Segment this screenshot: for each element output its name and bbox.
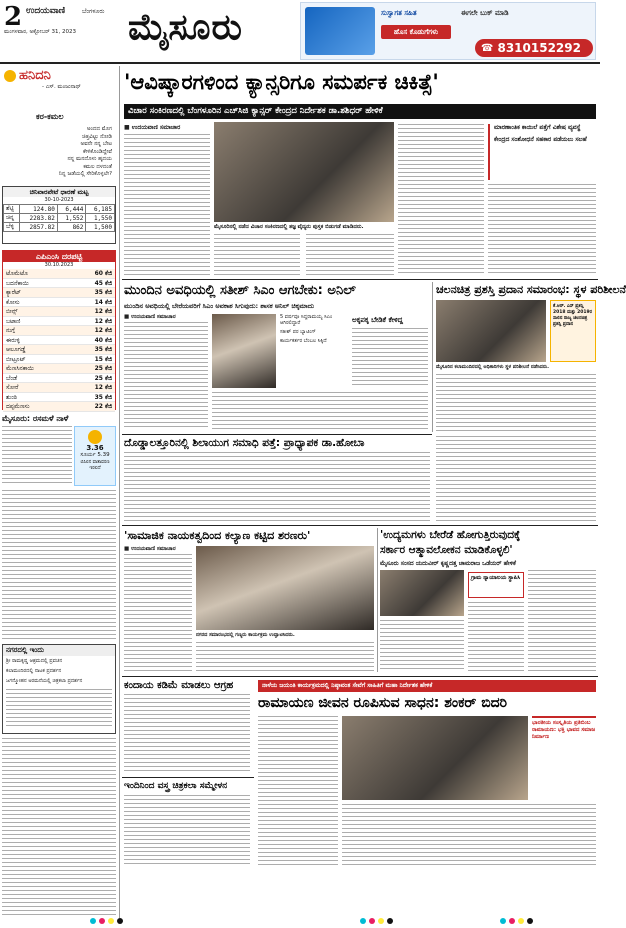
veg-name: ದಪ್ಪಮೆಣಸು <box>6 403 30 410</box>
lead-byline: ■ ಉದಯವಾಣಿ ಸಮಾಚಾರ <box>124 124 181 131</box>
divider-row4 <box>122 676 598 677</box>
veg-row <box>3 288 115 298</box>
veg-price: 45 ಕೆಜಿ <box>94 279 112 287</box>
story2-quote-title: ಅಕ್ಕಪಕ್ಕ ಬೇಡಿಕೆ ಕೇಳಿದ್ದ <box>352 316 403 324</box>
honey-lines <box>20 126 112 179</box>
honey-title: ಕರ-ಕಮಲ <box>36 112 64 121</box>
story5-photo <box>196 546 374 630</box>
honey-line: ಅಂದದ ಮೊಗ <box>86 126 112 132</box>
honey-brand <box>4 68 51 83</box>
veg-row <box>3 393 115 403</box>
market-cell: 6,444 <box>57 205 86 214</box>
weather-temp-max: 3.36 <box>86 444 104 452</box>
story2-bullet: ಕಾರ್ಯಕರ್ತರ ಬೆಂಬಲ ಸಿಕ್ಕಿದೆ <box>280 338 327 344</box>
market-row <box>4 214 115 223</box>
veg-price: 25 ಕೆಜಿ <box>94 365 112 372</box>
honey-line: ಕಮಲ ದಳದಂತೆ <box>83 163 112 170</box>
story5-body-col2 <box>196 642 374 672</box>
market-cell: 1,550 <box>86 214 115 223</box>
weather-temp-min: ಸೂರ್ಯ 5.39 <box>80 452 110 458</box>
lead-subhead: ವಿಚಾರ ಸಂಕಿರಣದಲ್ಲಿ ಬೆಂಗಳೂರಿನ ಎಚ್‌ಸಿಜಿ ಕ್ಯಾನ್ಸರ್ ಕೇಂದ್ರದ ನಿರ್ದೇಶಕ ಡಾ.ಶಶಿಧರ್ ಹೇಳಿಕೆ <box>124 104 596 119</box>
story2-bullet: ಸತೀಶ್ ಪರ ಬ್ಯಾಟಿಂಗ್ <box>280 329 316 335</box>
date-line: ಮಂಗಳವಾರ, ಅಕ್ಟೋಬರ್ 31, 2023 <box>4 29 76 35</box>
honey-line: ನನ್ನ ಮನದೊಳು ಹೃದಯ <box>67 156 112 162</box>
veg-price: 12 ಕೆಜಿ <box>94 384 112 391</box>
honey-line: ಅವನೇ ನನ್ನ ಬೇಟ <box>80 141 112 147</box>
lead-caption: ಮೈಸೂರಿನಲ್ಲಿ ನಡೆದ ವಿಚಾರ ಸಂಕಿರಣದಲ್ಲಿ ತಜ್ಞ ವೈದ್ಯರು ಪುಸ್ತಕ ಬಿಡುಗಡೆ ಮಾಡಿದರು. <box>214 224 364 230</box>
veg-name: ಟೊಮೆಟೊ <box>6 270 28 277</box>
veg-row <box>3 364 115 374</box>
divider-story6 <box>377 528 378 672</box>
veg-name: ಕೋಸು <box>6 298 20 306</box>
reg-dot <box>500 918 506 924</box>
veg-box <box>2 250 116 410</box>
story2-bullets <box>280 314 350 388</box>
veg-row <box>3 279 115 289</box>
veg-name: ನುಗ್ಗೆ <box>6 327 16 334</box>
veg-row <box>3 345 115 355</box>
story9-headline: ಇಂದಿನಿಂದ ವಸ್ತ್ರ ಚಿತ್ರಕಲಾ ಸಮ್ಮೇಳನ <box>124 781 228 791</box>
story4-headline: ದೊಡ್ಡಾಲತ್ತೂರಿನಲ್ಲಿ ಶಿಲಾಯುಗ ಸಮಾಧಿ ಪತ್ತೆ: ಪ್ರಾಧ್ಯಾಪಕ ಡಾ.ಹೋಬಾ <box>124 437 365 449</box>
story3-headline: ಚಲನಚಿತ್ರ ಪ್ರಶಸ್ತಿ ಪ್ರದಾನ ಸಮಾರಂಭ: ಸ್ಥಳ ಪರಿಶೀಲನೆ <box>436 283 626 296</box>
story7-photo <box>342 716 528 800</box>
veg-name: ಈರುಳ್ಳಿ <box>6 336 20 344</box>
market-cell: ಶೆಟ್ಟಿ <box>4 205 20 214</box>
veg-row <box>3 269 115 279</box>
story2-subhead: ಮುಂದಿನ ಅವಧಿಯಲ್ಲಿ ಬೇರೆಯವರಿಗೆ ಸಿಎಂ ಅವಕಾಶ ಸಿಗುವುದು: ಶಾಸಕ ಅನಿಲ್ ಚಿಕ್ಕಮಾದು <box>124 302 315 310</box>
reg-dot <box>369 918 375 924</box>
veg-price: 35 ಕೆಜಿ <box>94 346 112 353</box>
honey-box <box>2 66 116 180</box>
market-cell: 6,185 <box>86 205 115 214</box>
reg-dot <box>387 918 393 924</box>
divider-row3 <box>122 525 598 526</box>
veg-name: ಮೆಣಸಿನಕಾಯಿ <box>6 365 34 372</box>
veg-name: ಆಲೂಗಡ್ಡೆ <box>6 346 26 353</box>
story9-body <box>124 795 250 866</box>
story6-photo <box>380 570 464 616</box>
story3-body-2 <box>436 436 596 522</box>
veg-date: 30.10.2023 <box>44 262 74 268</box>
veg-name: ಶುಂಠಿ <box>6 393 18 401</box>
story3-caption: ಮೈಸೂರಿನ ಕಲಾಮಂದಿರದಲ್ಲಿ ಅಧಿಕಾರಿಗಳು ಸ್ಥಳ ಪರಿಶೀಲನೆ ನಡೆಸಿದರು. <box>436 364 550 370</box>
veg-row <box>3 307 115 317</box>
story2-body-col1 <box>124 322 208 430</box>
sun-icon <box>88 430 102 444</box>
notice-entry: ಜಗನ್ಮೋಹನ ಅರಮನೆಯಲ್ಲಿ ಚಿತ್ರಕಲಾ ಪ್ರದರ್ಶನ <box>6 678 83 684</box>
story5-caption: ನಗರದ ಸಮಾರಂಭದಲ್ಲಿ ಗಣ್ಯರು ಕಾರ್ಯಕ್ರಮ ಉದ್ಘಾಟಿಸಿದರು. <box>196 632 295 638</box>
story7-body-col2 <box>342 804 596 866</box>
reg-dot <box>360 918 366 924</box>
lead-body-col4 <box>398 124 484 276</box>
lead-photo <box>214 122 394 222</box>
veg-row <box>3 317 115 327</box>
market-cell: 2283.82 <box>20 214 58 223</box>
veg-price: 60 ಕೆಜಿ <box>94 270 112 277</box>
story3-photo <box>436 300 546 362</box>
story6-body-col1 <box>380 620 464 672</box>
market-row <box>4 205 115 214</box>
reg-dot <box>90 918 96 924</box>
story7-body-col1 <box>258 716 338 866</box>
market-cell: ಚಿನ್ನ <box>4 214 20 223</box>
lead-body-col1 <box>124 134 210 276</box>
lead-body-col5 <box>488 184 596 276</box>
reg-dot <box>99 918 105 924</box>
ad-phone-number: 8310152292 <box>497 41 581 55</box>
ad-tag: ಹೊಸ ಕೊಡುಗೆಗಳು <box>381 25 451 39</box>
story3-badge: ಕೆ.ಆರ್. ಎಸ್ ಪ್ರಶಸ್ತಿ 2018 ಮತ್ತು 2019ರ ಸಾಲಿನ ರಾಜ್ಯ ಚಲನಚಿತ್ರ ಪ್ರಶಸ್ತಿ ಪ್ರದಾನ <box>550 300 596 362</box>
market-cell: 1,500 <box>86 223 115 232</box>
veg-price: 12 ಕೆಜಿ <box>94 317 112 325</box>
reg-dot <box>509 918 515 924</box>
honey-line: ನಿನ್ನ ಜಡೆಯಲ್ಲಿ ಸೇರಿಕೊಳ್ಳಲೇ? <box>58 171 112 177</box>
veg-price: 15 ಕೆಜಿ <box>94 355 112 363</box>
story2-bullet: 5 ವರ್ಷವೂ ಸಿದ್ದರಾಮಯ್ಯ ಸಿಎಂ ಆಗಿರಲಿದ್ದಾರೆ <box>280 314 333 326</box>
lead-highlights <box>488 124 596 180</box>
market-cell: 1,552 <box>57 214 86 223</box>
story2-body-col2 <box>212 392 428 432</box>
story2-byline: ■ ಉದಯವಾಣಿ ಸಮಾಚಾರ <box>124 314 176 320</box>
veg-row <box>3 326 115 336</box>
veg-row <box>3 298 115 308</box>
veg-name: ಬೆಂಡೆ <box>6 374 18 382</box>
market-cell: 124.80 <box>20 205 58 214</box>
veg-price: 40 ಕೆಜಿ <box>94 336 112 344</box>
registration-marks-right <box>500 918 533 924</box>
veg-name: ಬಟಾಣಿ <box>6 317 21 325</box>
veg-price: 25 ಕೆಜಿ <box>94 374 112 382</box>
story6-body-col3 <box>528 570 596 672</box>
market-cell: 862 <box>57 223 86 232</box>
veg-row <box>3 383 115 393</box>
story4-body <box>124 452 430 522</box>
lead-headline: 'ಆವಿಷ್ಕಾರಗಳಿಂದ ಕ್ಯಾನ್ಸರಿಗೂ ಸಮರ್ಪಕ ಚಿಕಿತ್ಸೆ' <box>124 70 439 94</box>
lead-body-col2 <box>214 234 300 276</box>
veg-name: ಬೀನ್ಸ್ <box>6 308 18 315</box>
paper-name: ಉದಯವಾಣಿ <box>26 6 66 16</box>
page-number: 2 <box>4 2 23 32</box>
story5-byline: ■ ಉದಯವಾಣಿ ಸಮಾಚಾರ <box>124 546 176 552</box>
veg-name: ಬದನೆಕಾಯಿ <box>6 279 29 287</box>
veg-list <box>3 269 115 412</box>
reg-dot <box>117 918 123 924</box>
story2-headline: ಮುಂದಿನ ಅವಧಿಯಲ್ಲಿ ಸತೀಶ್ ಸಿಎಂ ಆಗಬೇಕು: ಅನಿಲ್ <box>124 283 356 298</box>
honey-brand-text: ಹನಿದನಿ <box>19 68 51 83</box>
story6-line1: 'ಉದ್ಯಮಗಳು ಬೇರೆಡೆ ಹೋಗುತ್ತಿರುವುದಕ್ಕೆ <box>380 529 521 541</box>
notice-title: ನಗರದಲ್ಲಿ ಇಂದು <box>3 645 115 656</box>
lead-body-col3 <box>306 234 394 276</box>
divider-story9 <box>122 777 254 778</box>
story2-quote-body <box>352 328 428 388</box>
story6-line2: ಸರ್ಕಾರ ಆತ್ಮಾವಲೋಕನ ಮಾಡಿಕೊಳ್ಳಲಿ' <box>380 544 513 556</box>
masthead <box>0 0 600 70</box>
notice-entry: ಶ್ರೀ ರಾಮಕೃಷ್ಣ ಆಶ್ರಮದಲ್ಲಿ ಪ್ರವಚನ <box>6 658 63 664</box>
story7-headline: ರಾಮಾಯಣ ಜೀವನ ರೂಪಿಸುವ ಸಾಧನ: ಶಂಕರ್ ಬಿದರಿ <box>258 695 508 711</box>
left-classifieds <box>2 738 116 918</box>
notice-entry: ಕಲಾಮಂದಿರದಲ್ಲಿ ನಾಟಕ ಪ್ರದರ್ಶನ <box>6 668 62 674</box>
honey-author: - ಎಸ್. ಮಂಜುನಾಥ್ <box>42 84 81 90</box>
lead-highlight: ಮಾರಣಾಂತಿಕ ಕಾಯಿಲೆ ಪತ್ತೆಗೆ ವಿಶೇಷ ವ್ಯವಸ್ಥೆ <box>494 124 581 131</box>
ad-line1: ಸುಸ್ವಾಗತ ಸಹಿತ <box>381 9 417 17</box>
divider-mid <box>432 282 433 432</box>
market-date: 30-10-2023 <box>44 197 74 203</box>
registration-marks-center <box>360 918 393 924</box>
left-body-text <box>2 490 116 640</box>
honey-line: ಚಿತ್ತವಿಟ್ಟು ನೋಡಿ <box>82 133 112 140</box>
notice-text <box>6 689 112 729</box>
reg-dot <box>527 918 533 924</box>
ad-graphic <box>305 7 375 55</box>
story6-subhead: ಮೈಸೂರು ಸಂಸದ ಯದುವೀರ್ ಕೃಷ್ಣದತ್ತ ಚಾಮರಾಜ ಒಡೆಯರ್ ಹೇಳಿಕೆ <box>380 560 516 567</box>
left-column <box>0 66 118 928</box>
story7-banner: ನಾಳೆಯ ಜಯಂತಿ ಕಾರ್ಯಕ್ರಮದಲ್ಲಿ ನಿಷ್ಠಾವಂತ ಸೇವೆಗೆ ಸಾಹಿತಿಗೆ ಮಹಾ ನಿರ್ದೇಶಕ ಹೇಳಿಕೆ <box>258 680 596 692</box>
veg-price: 14 ಕೆಜಿ <box>94 298 112 306</box>
ad-line2: ಈಗಲೇ ಬುಕ್ ಮಾಡಿ <box>461 9 509 17</box>
story6-highlight: ಗ್ರಾಮ ನ್ಯಾಯಾಲಯ ಸ್ಥಾಪಿಸಿ <box>468 572 524 598</box>
veg-name: ಸೋರೆ <box>6 384 19 391</box>
veg-price: 12 ಕೆಜಿ <box>94 308 112 315</box>
reg-dot <box>518 918 524 924</box>
story5-headline: 'ಸಾಮಾಜಿಕ ನಾಯಕತ್ವದಿಂದ ಕಲ್ಯಾಣ ಕಟ್ಟಿದ ಶರಣರು' <box>124 529 311 542</box>
market-row <box>4 223 115 232</box>
lead-highlight: ಕೇಂದ್ರದ ಸಂಶೋಧನೆ ಸಹಕಾರ ಪಡೆಯಲು ಸಲಹೆ <box>494 136 587 143</box>
veg-price: 12 ಕೆಜಿ <box>94 327 112 334</box>
weather-box <box>74 426 116 486</box>
story6-body-col2 <box>468 602 524 672</box>
weather-text <box>2 426 72 486</box>
story5-body-col1 <box>124 554 192 672</box>
edition-tag: ಬೆಂಗಳೂರು <box>82 8 105 15</box>
weather-note: ಬಿಸಿಲಿನ ವಾತಾವರಣ ಇರಲಿದೆ <box>80 460 110 471</box>
reg-dot <box>108 918 114 924</box>
left-divider <box>119 66 120 918</box>
veg-row <box>3 402 115 412</box>
market-table <box>3 204 115 232</box>
honey-line: ಕೇಳಿಕೊಂಡಿದ್ದೇವೆ <box>83 148 112 155</box>
city-title: ಮೈಸೂರು <box>128 6 243 48</box>
veg-name: ಕ್ಯಾರೆಟ್ <box>6 289 21 296</box>
divider-story4 <box>122 434 432 435</box>
veg-price: 22 ಕೆಜಿ <box>94 403 112 410</box>
veg-row <box>3 336 115 346</box>
market-title: ಚಿನಿವಾರಪೇಟೆ ಧಾರಣೆ ಮಟ್ಟ <box>3 187 115 197</box>
story8-headline: ಕಂದಾಯ ಕಡಿಮೆ ಮಾಡಲು ಆಗ್ರಹ <box>124 680 234 691</box>
veg-row <box>3 374 115 384</box>
story7-quote: ಭಾರತೀಯ ಸಂಸ್ಕೃತಿಯ ಪ್ರತಿಬಿಂಬ ರಾಮಾಯಣ: ಭಕ್ತಿ ಭಾವದ ಸಮಾಜ ನಿರ್ಮಾಣ <box>532 716 596 800</box>
reg-dot <box>378 918 384 924</box>
veg-row <box>3 355 115 365</box>
registration-marks-left <box>90 918 123 924</box>
ad-phone <box>475 39 593 57</box>
story8-body <box>124 694 250 774</box>
market-cell: 2857.82 <box>20 223 58 232</box>
veg-price: 35 ಕೆಜಿ <box>94 289 112 296</box>
veg-price: 35 ಕೆಜಿ <box>94 393 112 401</box>
masthead-divider <box>0 62 600 64</box>
market-box <box>2 186 116 244</box>
story3-body <box>436 374 596 432</box>
ad-banner[interactable] <box>300 2 596 60</box>
notice-box <box>2 644 116 734</box>
veg-title: ಎಪಿಎಂಸಿ ದರಪಟ್ಟಿ <box>3 251 115 262</box>
phone-icon: ☎ <box>481 42 494 54</box>
market-cell: ಬೆಳ್ಳಿ <box>4 223 20 232</box>
honey-logo-icon <box>4 70 16 82</box>
weather-title: ಮೈಸೂರು: ರಸಮಳೆ ನಾಳೆ <box>2 414 69 423</box>
veg-name: ಬೀಟ್ರೂಟ್ <box>6 355 26 363</box>
story2-portrait <box>212 314 276 388</box>
divider-lead <box>122 279 598 280</box>
